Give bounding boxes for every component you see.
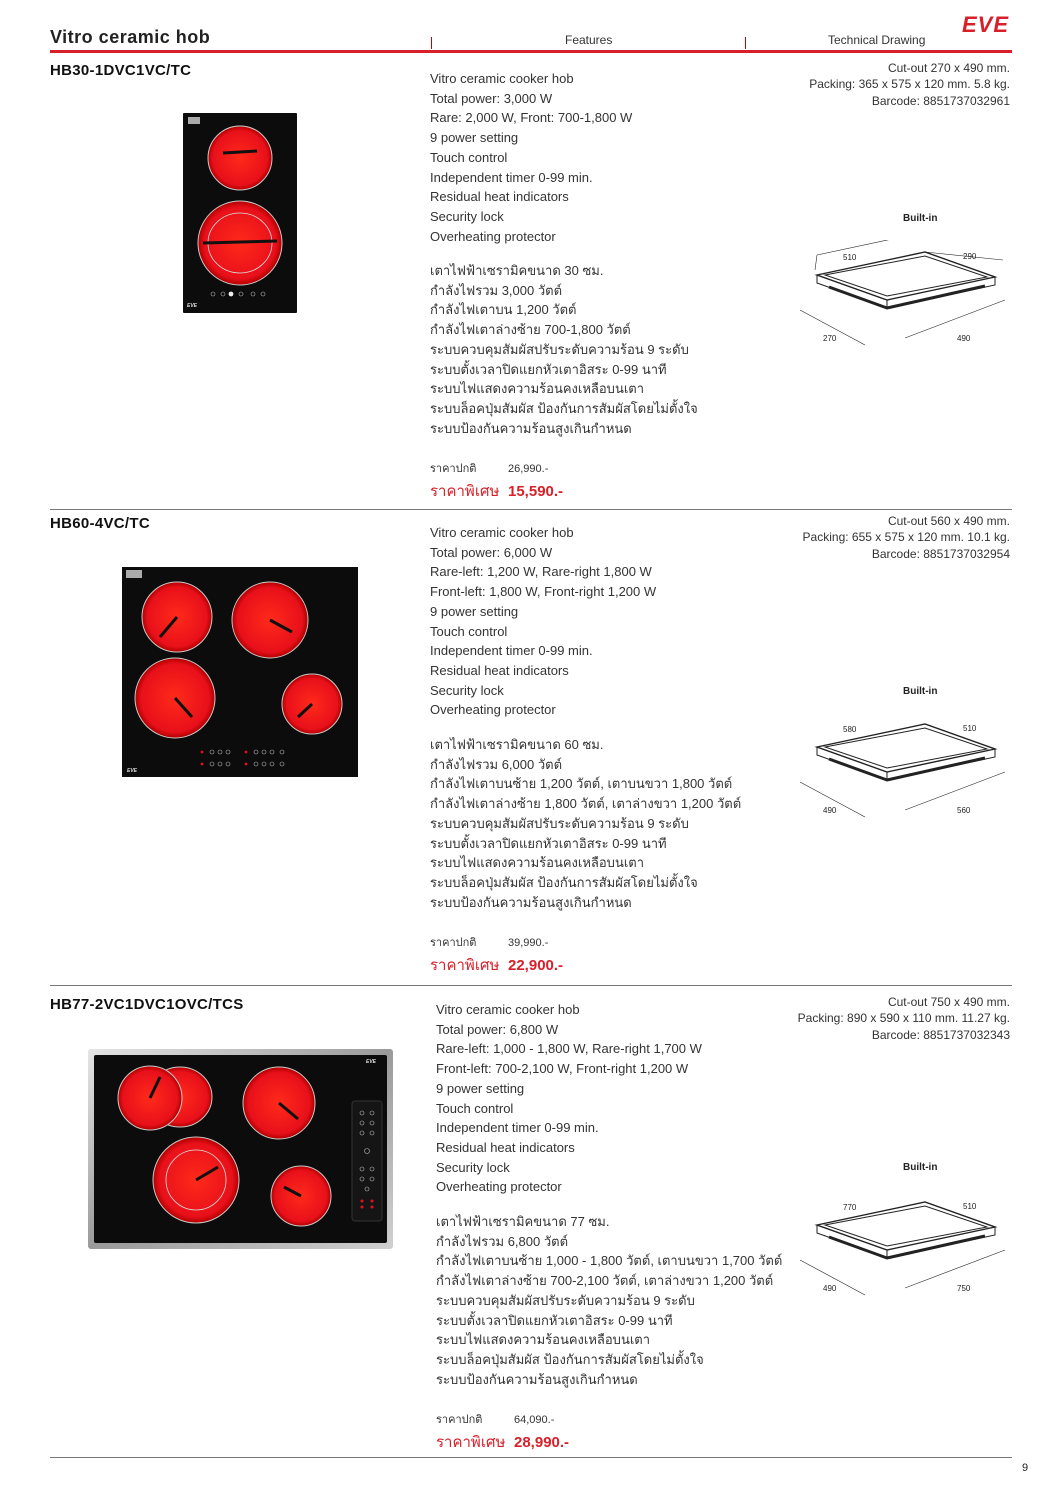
thai-feature-item: กำลังไฟรวม 6,800 วัตต์: [436, 1233, 569, 1249]
regular-price-label: ราคาปกติ: [436, 1414, 483, 1426]
thai-feature-item: กำลังไฟเตาล่างซ้าย 700-2,100 วัตต์, เตาล่างขวา 1,200 วัตต์: [436, 1273, 774, 1289]
regular-price: [436, 1410, 554, 1428]
feature-item: Rare: 2,000 W, Front: 700-1,800 W: [430, 110, 633, 126]
page-number: 9: [1022, 1462, 1029, 1474]
feature-item: Total power: 6,000 W: [430, 544, 553, 560]
thai-feature-item: ระบบป้องกันความร้อนสูงเกินกำหนด: [436, 1371, 638, 1387]
spec-packing: Packing: 655 x 575 x 120 mm. 10.1 kg.: [802, 530, 1010, 545]
spec-packing: Packing: 365 x 575 x 120 mm. 5.8 kg.: [809, 77, 1010, 92]
features-list: [430, 523, 656, 720]
thai-feature-item: ระบบไฟแสดงความร้อนคงเหลือบนเตา: [436, 1332, 651, 1348]
drawing-title: Built-in: [903, 213, 938, 224]
feature-item: Touch control: [436, 1100, 514, 1116]
thai-feature-item: ระบบล็อคปุ่มสัมผัส ป้องกันการสัมผัสโดยไม่ตั้งใจ: [430, 400, 698, 416]
dim-label: 490: [823, 806, 837, 815]
image-logo: EVE: [127, 768, 138, 774]
thai-feature-item: ระบบตั้งเวลาปิดแยกหัวเตาอิสระ 0-99 นาที: [436, 1312, 673, 1328]
feature-item: Independent timer 0-99 min.: [436, 1120, 599, 1136]
section-divider: [50, 509, 1012, 510]
drawing-title: Built-in: [903, 1162, 938, 1173]
feature-item: 9 power setting: [430, 130, 519, 146]
spec-cutout: Cut-out 270 x 490 mm.: [887, 61, 1010, 75]
dim-label: 270: [823, 334, 837, 343]
thai-feature-item: ระบบควบคุมสัมผัสปรับระดับความร้อน 9 ระดับ: [436, 1292, 695, 1308]
technical-drawing: [795, 240, 1015, 360]
feature-item: Security lock: [436, 1159, 510, 1175]
special-price: [430, 479, 563, 503]
image-logo: EVE: [187, 303, 198, 309]
feature-item: Independent timer 0-99 min.: [430, 643, 593, 659]
regular-price-value: 39,990.-: [508, 937, 549, 949]
feature-item: Rare-left: 1,200 W, Rare-right 1,800 W: [430, 564, 652, 580]
special-price-label: ราคาพิเศษ: [436, 1434, 506, 1451]
thai-feature-item: กำลังไฟเตาบนซ้าย 1,200 วัตต์, เตาบนขวา 1,800 วัตต์: [430, 776, 733, 792]
special-price-label: ราคาพิเศษ: [430, 483, 500, 500]
thai-feature-item: กำลังไฟรวม 6,000 วัตต์: [430, 756, 563, 772]
spec-packing: Packing: 890 x 590 x 110 mm. 11.27 kg.: [797, 1011, 1010, 1026]
spec-cutout: Cut-out 750 x 490 mm.: [887, 995, 1010, 1009]
product-model: HB77-2VC1DVC1OVC/TCS: [50, 996, 244, 1013]
feature-item: Overheating protector: [430, 228, 556, 244]
thai-features-list: [436, 1212, 782, 1389]
thai-feature-item: ระบบตั้งเวลาปิดแยกหัวเตาอิสระ 0-99 นาที: [430, 361, 667, 377]
header-tick: [745, 37, 746, 49]
thai-feature-item: ระบบไฟแสดงความร้อนคงเหลือบนเตา: [430, 855, 645, 871]
regular-price-value: 64,090.-: [514, 1414, 555, 1426]
dim-label: 290: [963, 252, 977, 261]
feature-item: Total power: 6,800 W: [436, 1021, 559, 1037]
spec-barcode: Barcode: 8851737032343: [871, 1027, 1010, 1042]
image-logo: EVE: [366, 1059, 377, 1065]
thai-feature-item: ระบบควบคุมสัมผัสปรับระดับความร้อน 9 ระดับ: [430, 815, 689, 831]
special-price-label: ราคาพิเศษ: [430, 957, 500, 974]
spec-block: [798, 994, 1010, 1043]
thai-features-list: [430, 261, 698, 438]
feature-item: Security lock: [430, 682, 504, 698]
spec-block: [803, 513, 1010, 562]
thai-feature-item: กำลังไฟรวม 3,000 วัตต์: [430, 282, 563, 298]
feature-item: Vitro ceramic cooker hob: [430, 71, 574, 86]
section-divider: [50, 985, 1012, 986]
thai-feature-item: กำลังไฟเตาล่างซ้าย 1,800 วัตต์, เตาล่างขวา 1,200 วัตต์: [430, 796, 742, 812]
thai-feature-item: กำลังไฟเตาบน 1,200 วัตต์: [430, 302, 577, 318]
spec-block: [809, 60, 1010, 109]
header-tick: [431, 37, 432, 49]
dim-label: 750: [957, 1284, 971, 1293]
product-image-hb60: [122, 567, 358, 777]
thai-feature-item: กำลังไฟเตาล่างซ้าย 700-1,800 วัตต์: [430, 322, 631, 338]
thai-feature-item: ระบบป้องกันความร้อนสูงเกินกำหนด: [430, 894, 632, 910]
special-price-value: 15,590.-: [508, 483, 564, 500]
product-model: HB30-1DVC1VC/TC: [50, 62, 192, 79]
features-column-heading: Features: [565, 33, 613, 47]
footer-divider: [50, 1457, 1012, 1458]
feature-item: Residual heat indicators: [430, 662, 569, 678]
feature-item: Independent timer 0-99 min.: [430, 169, 593, 185]
spec-barcode: Barcode: 8851737032954: [871, 546, 1010, 561]
thai-feature-item: ระบบล็อคปุ่มสัมผัส ป้องกันการสัมผัสโดยไม่ตั้งใจ: [430, 874, 698, 890]
dim-label: 490: [823, 1284, 837, 1293]
feature-item: Total power: 3,000 W: [430, 90, 553, 106]
drawing-column-heading: Technical Drawing: [828, 33, 926, 47]
thai-feature-item: เตาไฟฟ้าเซรามิคขนาด 60 ซม.: [430, 737, 604, 752]
feature-item: Overheating protector: [430, 702, 556, 718]
spec-cutout: Cut-out 560 x 490 mm.: [887, 514, 1010, 528]
product-model: HB60-4VC/TC: [50, 515, 150, 532]
thai-feature-item: ระบบป้องกันความร้อนสูงเกินกำหนด: [430, 420, 632, 436]
special-price-value: 28,990.-: [514, 1434, 570, 1451]
product-image-hb30: [183, 113, 297, 313]
thai-feature-item: ระบบล็อคปุ่มสัมผัส ป้องกันการสัมผัสโดยไม่ตั้งใจ: [436, 1351, 704, 1367]
feature-item: 9 power setting: [436, 1080, 525, 1096]
thai-feature-item: กำลังไฟเตาบนซ้าย 1,000 - 1,800 วัตต์, เตาบนขวา 1,700 วัตต์: [436, 1253, 783, 1269]
technical-drawing: [795, 712, 1015, 832]
thai-feature-item: ระบบตั้งเวลาปิดแยกหัวเตาอิสระ 0-99 นาที: [430, 835, 667, 851]
regular-price-value: 26,990.-: [508, 463, 549, 475]
thai-feature-item: เตาไฟฟ้าเซรามิคขนาด 30 ซม.: [430, 263, 604, 278]
feature-item: Residual heat indicators: [430, 189, 569, 205]
thai-feature-item: เตาไฟฟ้าเซรามิคขนาด 77 ซม.: [436, 1214, 610, 1229]
feature-item: Vitro ceramic cooker hob: [436, 1002, 580, 1017]
dim-label: 510: [843, 253, 857, 262]
dim-label: 770: [843, 1203, 857, 1212]
thai-features-list: [430, 735, 741, 912]
feature-item: Touch control: [430, 623, 508, 639]
special-price-value: 22,900.-: [508, 957, 564, 974]
regular-price: [430, 933, 548, 951]
feature-item: Overheating protector: [436, 1179, 562, 1195]
thai-feature-item: ระบบควบคุมสัมผัสปรับระดับความร้อน 9 ระดับ: [430, 341, 689, 357]
page-title: Vitro ceramic hob: [50, 27, 211, 47]
regular-price: [430, 459, 548, 477]
thai-feature-item: ระบบไฟแสดงความร้อนคงเหลือบนเตา: [430, 381, 645, 397]
header-rule: [50, 50, 1012, 53]
drawing-title: Built-in: [903, 686, 938, 697]
feature-item: Front-left: 1,800 W, Front-right 1,200 W: [430, 584, 657, 600]
dim-label: 560: [957, 806, 971, 815]
technical-drawing: [795, 1190, 1015, 1310]
dim-label: 490: [957, 334, 971, 343]
features-list: [436, 1000, 702, 1197]
feature-item: Touch control: [430, 149, 508, 165]
regular-price-label: ราคาปกติ: [430, 937, 477, 949]
special-price: [436, 1430, 569, 1454]
feature-item: Front-left: 700-2,100 W, Front-right 1,200 W: [436, 1061, 689, 1077]
feature-item: Rare-left: 1,000 - 1,800 W, Rare-right 1,700 W: [436, 1041, 702, 1057]
product-image-hb77: [88, 1049, 393, 1249]
regular-price-label: ราคาปกติ: [430, 463, 477, 475]
special-price: [430, 953, 563, 977]
spec-barcode: Barcode: 8851737032961: [871, 93, 1010, 108]
dim-label: 580: [843, 725, 857, 734]
feature-item: Residual heat indicators: [436, 1139, 575, 1155]
dim-label: 510: [963, 724, 977, 733]
dim-label: 510: [963, 1202, 977, 1211]
feature-item: Vitro ceramic cooker hob: [430, 525, 574, 540]
features-list: [430, 69, 632, 246]
brand-logo: EVE: [962, 12, 1010, 37]
feature-item: 9 power setting: [430, 603, 519, 619]
feature-item: Security lock: [430, 208, 504, 224]
